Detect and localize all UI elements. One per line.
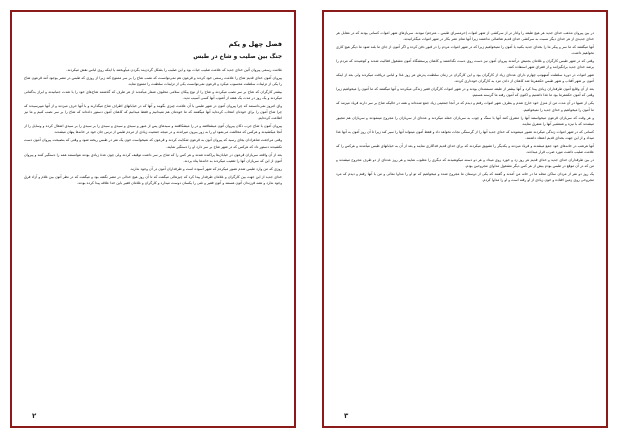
paragraph: بعد از آن وقایع آمون طرفداران زیادی پیدا کرد و آنها بیشتر از طبقه مستمندان بودند و در شهر اموات کارگران فقیر زندگی میکردند و آنها میگفتند که ما آمون را میخواهیم زیرا وقتی که آمون حکمفرما بود ما غذا داشتیم و اکنون که آمون رفته ما گرسنه هستیم.: [336, 87, 594, 98]
paragraph: وقتی مراجعت شاهزادان بجای رسید که پیروان آتون به قرعون شکایت کردند و قرعون که نمیخواست خون یک نفر در طبس ریخته شود و وقتی که بنصیحت پیروان آمون دست نکشیدند دستور داد که هرکس که در شهر شاخ بر سر دارد او را دستگیر نمایند.: [24, 138, 282, 149]
right-page: [322, 10, 608, 428]
paragraph: در بین طرفداران خدای جدید و خدای قدیم هر روز زد و خورد روی میداد و هر دو دسته میکوشیدند که دیگری را مغلوب نمایند و هر روز عده‌ای از دو طرف مجروح میشدند و من که در آن موقع در طبس بودم بیش از هر کس دیگر مشغول مداوای مجروحین بودم.: [336, 157, 594, 168]
paragraph: وای امروز نمی‌دانستند که چرا پیروان آمون در شهر طبس با آن علامت چیزی بگویند و آنها که در خیابانهای اطراف شاخ میگذارند و با آنها حرف میزدند و از آنها میپرسیدند که چرا شاخ آمون را برای خودتان انتخاب کرده‌اید آنها میگفتند که ما خودمان هم نمیدانیم و فقط میدانیم که کاهنان آمون دستور داده‌اند که شاخ را بر سر نصب کنیم و ما نیز اطاعت کرده‌ایم.: [24, 104, 282, 121]
paragraph: غلامت رسمی پیروان آئین خدای جدید که علامت صلیب حیات بود و این صلیب را بشکل گردن‌بند بگردن میآویختند یا اینکه روی لباس نقش میکردند.: [66, 68, 282, 72]
paragraph: یک روز دو نفر از مردان ساکن محله ما در خانه من آمدند و گفتند که یکی از دوستان ما مجروح شده و میخواهیم که تو او را مداوا نمائی و من با آنها رفتم و دیدم که مرد مجروحی روی زمین افتاده و خون زیادی از او رفته است و او را مداوا کردم.: [336, 171, 594, 182]
paragraph: آنها هرشب در خانه‌های خود جمع میشدند و فریاد میزدند و یکدیگر را تشویق میکردند که برای خدای قدیم فداکاری نمایند و بعد از آن به خیابانهای طبس میآمدند و هرکس را که علامت صلیب داشت مورد ضرب قرار میدادند.: [336, 143, 594, 154]
paragraph: روزی که من وارد طبس شدم تصور میکردم که شهر آسوده است و طرفداران آمون در آن وجود ندارند.: [129, 166, 282, 171]
paragraph: آنها میگفتند که ما سر و پیکر ما را بخدای جدید بکنید یا آمون را نمیخواهیم زیرا که در شهر اموات مردم را در قبور دفن کرده و اگر آمون از جای ما بلند شود ما دیگر هیچ کاری نخواهیم داشت.: [336, 45, 594, 56]
paragraph: پیروان آمون خدای قدیم شاخ را علامت رسمی خود کردند و قرعون هم نمی‌توانست که نصب شاخ را بر سر ممنوع کند زیرا از روزی که طبس در مصر بوجود آمد قرعون شاخ را یکی از تزئینات سلطنت محسوب میکرد و قرعون نمی‌توانست یکی از تزئینات سلطنت را ممنوع نماید.: [24, 76, 282, 87]
paragraph: خدای جدید از این جهت بین کارگران و غلامان طرفدار پیدا کرد که چیزهائی میگفت که تا آن روز هیچ خدائی در مصر نگفته بود و میگفت که در نظر آتون بین غلام و آزاد فرق وجود ندارد و همه فرزندان آتون هستند و آتون فقیر و غنی را یکسان دوست میدارد و کارگران و غلامان فقیر باین خدا علاقه پیدا کرده بودند.: [24, 174, 282, 185]
paragraph: یکی از شبها در آن مدت من از منزل خود خارج شدم و بطرف شهر اموات رفتم و دیدم که در آنجا جمعیتی زیاد جمع شده‌اند و همه در حالیکه شاخ بر سر دارند فریاد میزنند که ما آمون را میخواهیم و خدای جدید را نمیخواهیم.: [336, 101, 594, 112]
paragraph: شهر اموات در دوره سلطنت آمنهوتپ چهارم دارای عده‌ای زیاد از کارگران بود و این کارگران در زمان سلطنت پدرش هر روز غذا و لباس دریافت میکردند ولی بعد از اینکه آمون بر شهر آفتاب و شهر طبس حکمفرما شد کاهنان از دادن مزد به کارگران خودداری کردند.: [336, 73, 594, 84]
paragraph: و هر وقت که سربازان قرعون میخواستند آنها را متفرق کنند آنها با سنگ و چوب به سربازان حمله میکردند و عده‌ای از سربازان را مجروح مینمودند و سربازان هم مجبور میشدند که با نیزه و شمشیر آنها را متفرق نمایند.: [336, 115, 594, 126]
section-title: جنگ بین صلیب و شاخ در طبس: [193, 54, 282, 60]
paragraph: در بین پیروان مذهب خدای جدید هر هیچ طبقه را وادار تر از سرکشی از شهر اموات (حرمسرای طبس – مترجم) نبودند. سربازهای شهر اموات کسانی بودند که در مقابل هر خدای جدیدی از هر خدای دیگر نسبت به سرکشی خدای قدیم تقاضائی نداشتند زیرا آنها تمام عمر بکار در شهر اموات میگذرانیدند.: [336, 31, 594, 42]
page-number: ۲: [32, 412, 37, 420]
paragraph: پیروان آمون با شاخ جرب دکان پیروان آتون میشتافتند و در را میشکافتند و سیدهای پس از عبور و سیدی و سیدی و سیدی را بر سیدی را بر سیدی اشغال کرده و وسایل را از آنجا میکشیدند و هرکس که مخالفت می‌نمود او را به زور بیرون میراندند و در نتیجه جمعیت زیادی از مردم طبس از ترس جان خود در خانه‌ها پنهان میشدند.: [24, 124, 282, 135]
page-number: ۳: [344, 412, 349, 420]
left-page: [10, 10, 296, 428]
left-page-content: [24, 40, 282, 404]
paragraph: بعد از آن واقعه سربازان قرعون در خیابان‌ها پراکنده شدند و هر کس را که شاخ بر سر داشت توقیف کردند ولی چون عدهٔ زیادی بودند نتوانستند همه را دستگیر کنند و پیروان آمون از این که سربازان آنها را تعقیب میکردند به خانه‌ها پناه بردند.: [24, 152, 282, 163]
chapter-title: فصل چهل و یکم: [228, 40, 282, 48]
paragraph: کسانی که در شهر اموات زندگی میکردند تصور مینمودند که خدای جدید آنها را از گرسنگی نجات نخواهد داد و فقط آمون میتواند آنها را سیر کند زیرا تا آن روز آمون به آنها غذا میداد و از این جهت بخدای قدیم اعتقاد داشتند.: [336, 129, 594, 140]
paragraph: بیشتر کارگران که شاخ بر سر نصب میکردند و شاخ را از نوع پیکان سلامی محلوف شمار میآمدند از هر طرف که گذشتند شاخ‌های خود را با شدت جنبانیدند و ابراز بدگمانی میکردند و یک روز در مدت یک هفته از آشوب آنها کسی آسیب ندید.: [24, 90, 282, 101]
right-page-content: [336, 30, 594, 404]
paragraph: وقتی که در شهر طبس کارگران و غلامان بجنبش درآمدند پیروان آمون نیز دست روی دست نگذاشتند و کاهنان پرستشگاه آمون مشغول فعالیت شدند و کوشیدند که مردم را برضد خدای جدید برانگیزانند و از فقرای شهر استفاده کنند.: [336, 59, 594, 70]
